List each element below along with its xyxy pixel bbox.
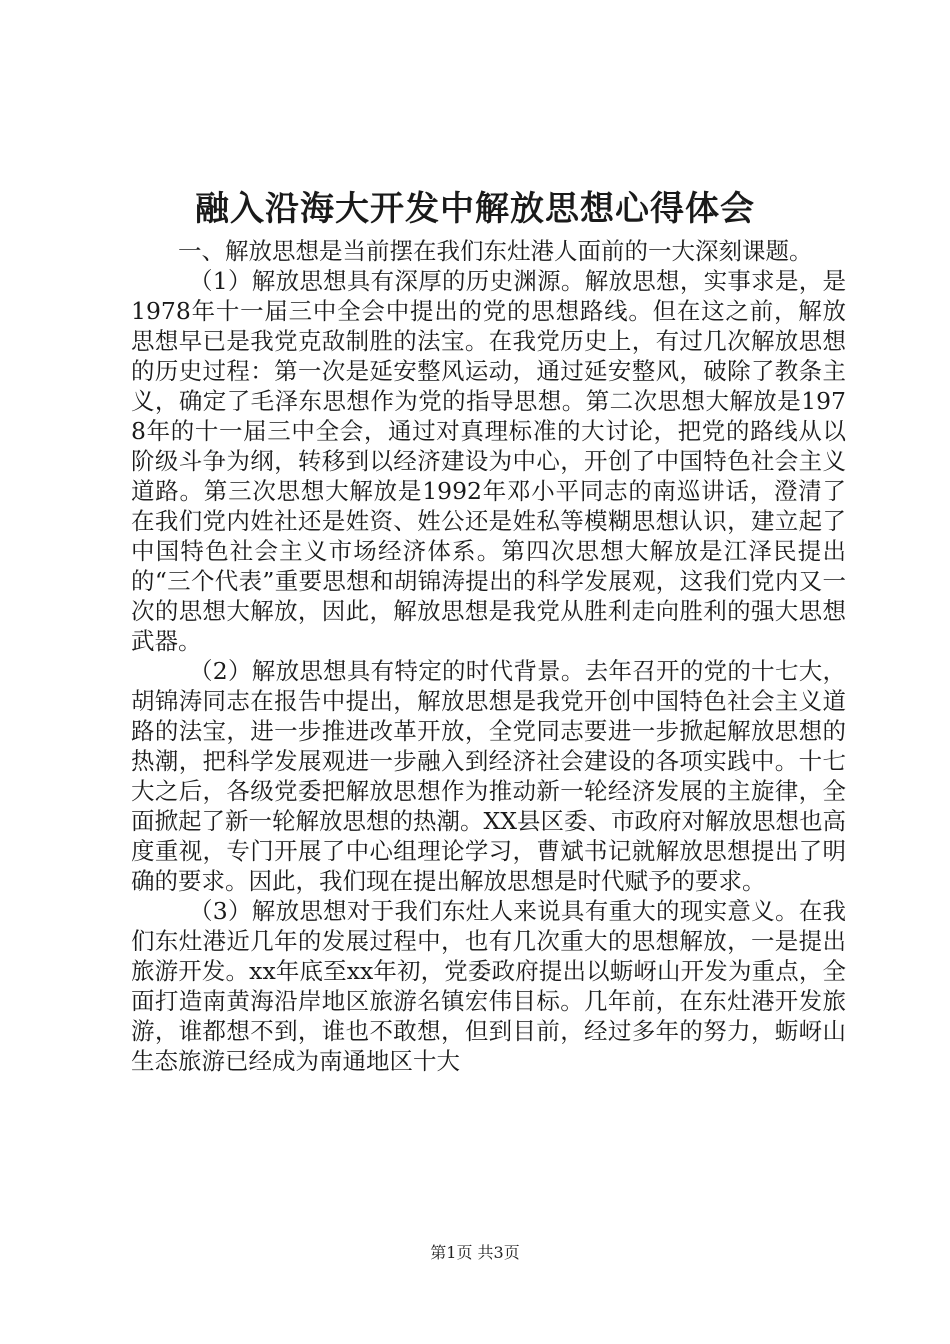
document-body: [131, 236, 846, 1076]
page-footer: 第1页 共3页: [430, 1243, 520, 1262]
paragraph-section-2: （2）解放思想具有特定的时代背景。去年召开的党的十七大，胡锦涛同志在报告中提出，解放思想是我党开创中国特色社会主义道路的法宝，进一步推进改革开放，全党同志要进一步掀起解放思想的热潮，把科学发展观进一步融入到经济社会建设的各项实践中。十七大之后，各级党委把解放思想作为推动新一轮经济发展的主旋律，全面掀起了新一轮解放思想的热潮。XX县区委、市政府对解放思想也高度重视，专门开展了中心组理论学习，曹斌书记就解放思想提出了明确的要求。因此，我们现在提出解放思想是时代赋予的要求。: [131, 657, 846, 895]
page-title: 融入沿海大开发中解放思想心得体会: [195, 189, 755, 229]
paragraph-section-3: （3）解放思想对于我们东灶人来说具有重大的现实意义。在我们东灶港近几年的发展过程中，也有几次重大的思想解放，一是提出旅游开发。xx年底至xx年初，党委政府提出以蛎岈山开发为重点，全面打造南黄海沿岸地区旅游名镇宏伟目标。几年前，在东灶港开发旅游，谁都想不到，谁也不敢想，但到目前，经过多年的努力，蛎岈山生态旅游已经成为南通地区十大: [131, 897, 846, 1075]
paragraph-section-1: （1）解放思想具有深厚的历史渊源。解放思想，实事求是，是1978年十一届三中全会中提出的党的思想路线。但在这之前，解放思想早已是我党克敌制胜的法宝。在我党历史上，有过几次解放思想的历史过程：第一次是延安整风运动，通过延安整风，破除了教条主义，确定了毛泽东思想作为党的指导思想。第二次思想大解放是1978年的十一届三中全会，通过对真理标准的大讨论，把党的路线从以阶级斗争为纲，转移到以经济建设为中心，开创了中国特色社会主义道路。第三次思想大解放是1992年邓小平同志的南巡讲话，澄清了在我们党内姓社还是姓资、姓公还是姓私等模糊思想认识，建立起了中国特色社会主义市场经济体系。第四次思想大解放是江泽民提出的“三个代表”重要思想和胡锦涛提出的科学发展观，这我们党内又一次的思想大解放，因此，解放思想是我党从胜利走向胜利的强大思想武器。: [131, 267, 846, 655]
paragraph-heading-1: 一、解放思想是当前摆在我们东灶港人面前的一大深刻课题。: [178, 237, 813, 265]
